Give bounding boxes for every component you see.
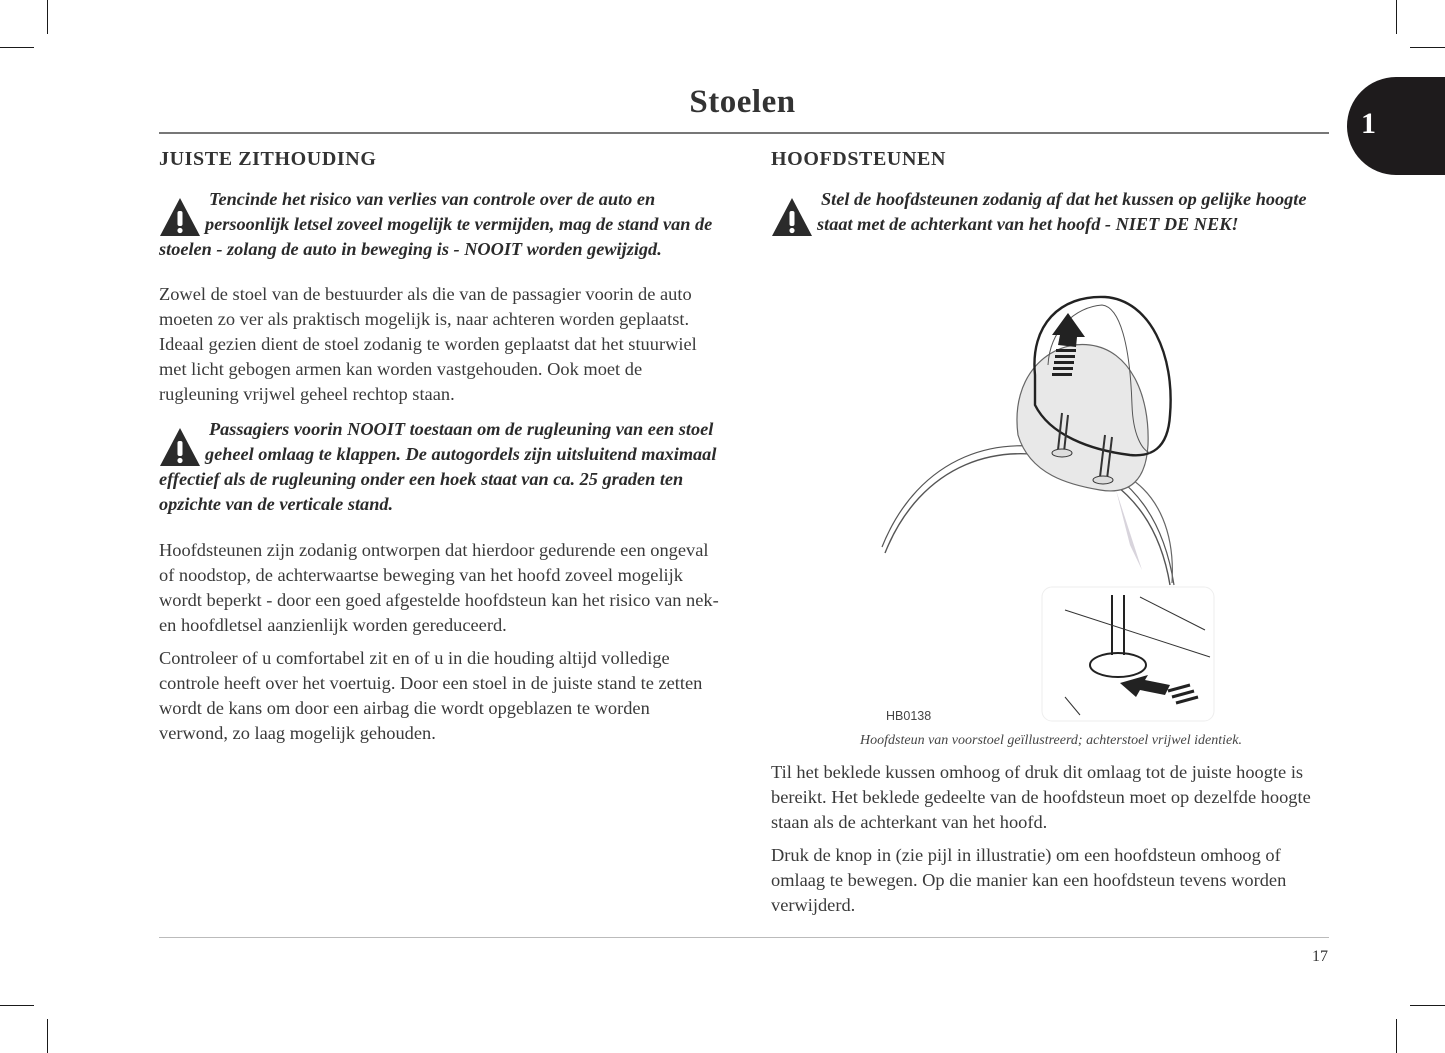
headrest-lowered	[1017, 345, 1148, 491]
paragraph: Druk de knop in (zie pijl in illustratie) om een hoofdsteun omhoog of omlaag te bewegen. Op die manier kan een hoofdsteun tevens worden verwijderd.	[771, 845, 1287, 915]
paragraph: Til het beklede kussen omhoog of druk dit omlaag tot de juiste hoogte is bereikt. Het beklede gedeelte van de hoofdsteun moet op dezelfde hoogte staan als de achterkant van het hoofd.	[771, 762, 1311, 832]
crop-mark	[47, 1019, 48, 1053]
warning-text: Stel de hoofdsteunen zodanig af dat het kussen op gelijke hoogte staat met de achterkant van het hoofd - NIET DE NEK!	[817, 189, 1307, 234]
crop-mark	[1410, 1005, 1445, 1006]
page-title: Stoelen	[689, 84, 796, 120]
button-arrow-icon	[1120, 675, 1170, 697]
crop-mark	[1410, 47, 1445, 48]
section-heading-juiste-zithouding: JUISTE ZITHOUDING	[159, 148, 377, 170]
crop-mark	[1396, 0, 1397, 34]
left-column	[159, 148, 719, 746]
headrest-illustration	[830, 285, 1230, 725]
warning-triangle-icon	[159, 197, 201, 237]
footer-rule	[159, 937, 1329, 938]
chapter-number: 1	[1361, 107, 1376, 140]
crop-mark	[0, 47, 34, 48]
warning-block	[159, 187, 719, 262]
paragraph: Controleer of u comfortabel zit en of u in die houding altijd volledige controle heeft over het voertuig. Door een stoel in de juiste stand te zetten wordt de kans om door een airbag die wordt opgeblazen te worden verwond, zo laag mogelijk gehouden.	[159, 648, 703, 743]
crop-mark	[0, 1005, 34, 1006]
warning-text: Passagiers voorin NOOIT toestaan om de rugleuning van een stoel geheel omlaag te klappen. De autogordels zijn uitsluitend maximaal effectief als de rugleuning onder een hoek staat van ca. 25 graden ten opzichte van de verticale stand.	[159, 419, 717, 514]
right-column-body	[771, 760, 1331, 918]
chapter-tab	[1347, 77, 1445, 175]
arrow-up-icon	[1052, 313, 1085, 347]
warning-text: Tencinde het risico van verlies van controle over de auto en persoonlijk letsel zoveel mogelijk te vermijden, mag de stand van de stoelen - zolang de auto in beweging is - NOOIT worden gewijzigd.	[159, 189, 713, 259]
crop-mark	[47, 0, 48, 34]
paragraph: Zowel de stoel van de bestuurder als die van de passagier voorin de auto moeten zo ver als praktisch mogelijk is, naar achteren worden geplaatst. Ideaal gezien dient de stoel zodanig te worden geplaatst dat het stuurwiel met licht gebogen armen kan worden vastgehouden. Ook moet de rugleuning vrijwel geheel rechtop staan.	[159, 284, 697, 404]
figure-caption: Hoofdsteun van voorstoel geïllustreerd; achterstoel vrijwel identiek.	[860, 733, 1242, 748]
crop-mark	[1396, 1019, 1397, 1053]
warning-block	[771, 187, 1331, 237]
warning-block	[159, 417, 719, 517]
page-number: 17	[1312, 948, 1328, 965]
header-rule	[159, 132, 1329, 134]
warning-triangle-icon	[159, 427, 201, 467]
warning-triangle-icon	[771, 197, 813, 237]
section-heading-hoofdsteunen: HOOFDSTEUNEN	[771, 148, 947, 170]
right-column	[771, 148, 1331, 237]
figure-code: HB0138	[886, 709, 932, 723]
paragraph: Hoofdsteunen zijn zodanig ontworpen dat hierdoor gedurende een ongeval of noodstop, de achterwaartse beweging van het hoofd zoveel mogelijk wordt beperkt - door een goed afgestelde hoofdsteun kan het risico van nek- en hoofdletsel aanzienlijk worden gereduceerd.	[159, 540, 719, 635]
